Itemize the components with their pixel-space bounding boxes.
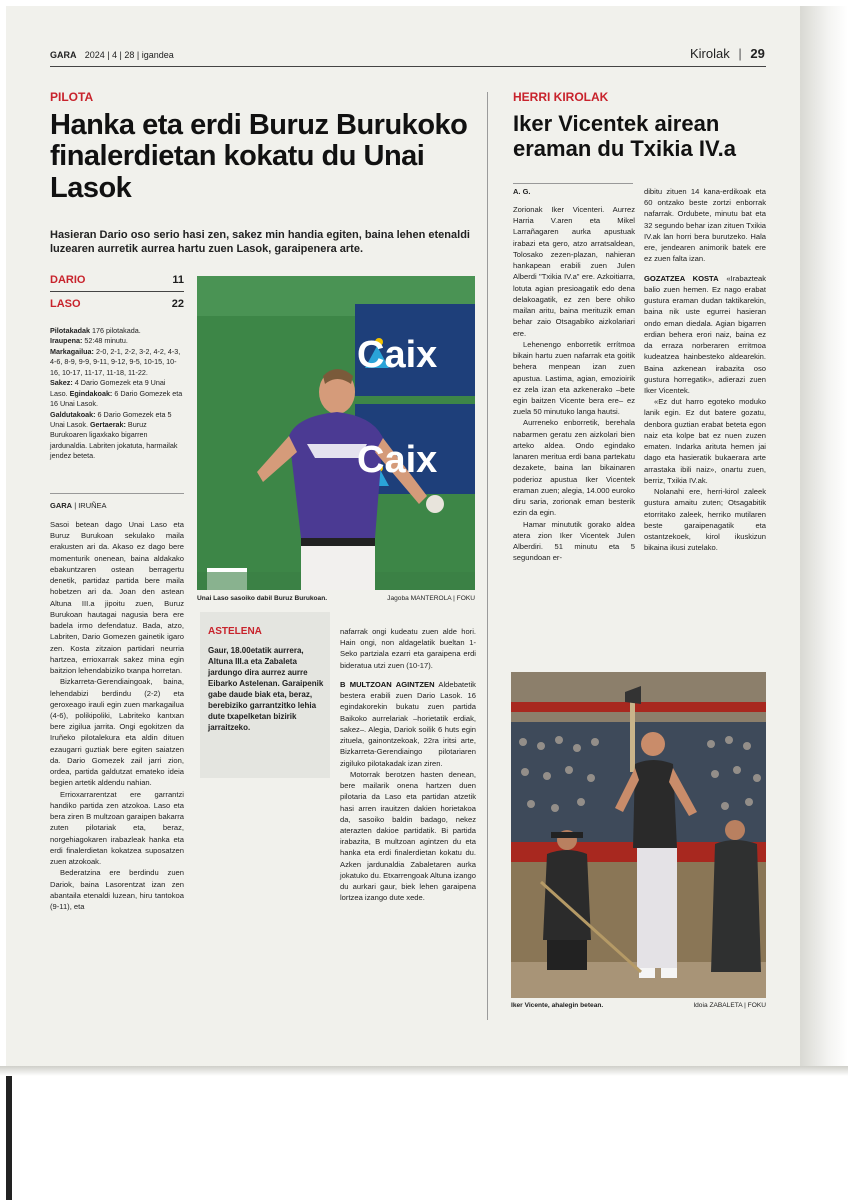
left-column-1 — [50, 519, 184, 912]
fact-item: Markagailua: 2-0, 2-1, 2-2, 3-2, 4-2, 4-3, 4-6, 8-9, 9-9, 9-11, 9-12, 9-5, 10-15, 10- 16, 10-17, 11-17, 11-18, 11-22. — [50, 346, 181, 377]
paragraph: Bizkarreta-Gerendiaingoak, baina, lehendabizi berdindu (2-2) eta geroxeago irauli egin zuen markagailua (4-6), polikipoliki, Labriteko kantxan bere zigilua jarrita. Ongi egokitzen da Iruñeko pilotalekura eta aldin dituen ezaugarri guztiak bere egiten saiatzen da. Dario Gomezek zail jarri zion, ordea, partida galdutzat emateko ideia begien artetik aldendu nahian. — [50, 677, 184, 788]
right-byline-rule — [513, 183, 633, 184]
scan-edge-shadow — [800, 6, 848, 1070]
aizkolari-photo — [511, 672, 766, 998]
section-subhead: GOZATZEA KOSTA — [644, 273, 719, 283]
pelota-photo-illustration — [197, 276, 475, 590]
left-kicker: PILOTA — [50, 90, 94, 104]
left-photo-caption — [197, 595, 475, 602]
team-points: 22 — [171, 298, 184, 310]
paragraph: Motorrak berotzen hasten denean, bere mailarik onena hartzen duen pilotaria da Laso eta partidan atzetik hasi arren irauitzen dakien horietakoa da, sasoiko baldin badago, nekez aterazten dakioe partidatik. Bi partida irabazita, B multzoan agintzen du eta hanka eta erdi finalerdietan kokatu du. Azken jardunaldia Zabaletaren aurka jokatuko du. Etxarrengoak Altuna izango du aurkari gaur, biek lehen garaipena lortzea izango dute xede. — [340, 769, 476, 903]
paragraph: Hamar minututik gorako aldea atera zion Iker Vicentek Julen Alberdiri. 51 minutu eta 5 segundoan er- — [513, 519, 635, 563]
match-facts — [50, 326, 184, 462]
team-points: 11 — [172, 274, 184, 286]
right-kicker: HERRI KIROLAK — [513, 90, 609, 104]
paragraph: «Irabazteak balio zuen hemen. Ez nago erabat gustura eraman dudan taktikarekin, baina nik uste egurrei hasieran ondo eman diedala. Agian bigarren erdian behera erori naiz, baina ez da erraza norberaren erritmoa kudeatzea hainbesteko aldearekin. Baina azkenean irabazita oso gustura horregatik», adierazi zuen Iker Vicentek. — [644, 273, 766, 395]
paragraph: Bederatzina ere berdindu zuen Dariok, baina Lasorentzat izan zen abantaila etenaldi luzean, hiru tantokoa (9-11), eta — [50, 868, 184, 911]
paragraph: Errioxarrarentzat ere garrantzi handiko partida zen atzokoa. Laso eta bera ziren B multzoan garaipen bakarra zuten pilotariak eta, beraz, norgehiagokaren irabazleak hanka eta erdi finalerdietan kokatzea suposatzen zuen atzokoak. — [50, 789, 184, 867]
astelena-sidebar — [200, 612, 330, 778]
score-row-laso — [50, 298, 184, 310]
sidebar-title: ASTELENA — [208, 626, 262, 637]
brand-name: GARA — [50, 50, 77, 60]
scan-bottom-shadow — [0, 1066, 848, 1076]
paragraph: dibitu zituen 14 kana-erdikoak eta 60 ontzako beste zortzi enborrak nafarrak. Ordubete, minutu bat eta 32 segundo behar izan zituen Txikia IV.ak lan horri bera burutzeko. Hala ere, jendearen animorik batek ere ez zuen falta izan. — [644, 187, 766, 264]
caption-text: Iker Vicente, ahalegin betean. — [511, 1002, 604, 1009]
right-column-2 — [644, 186, 766, 554]
sponsor-banner-text: Caix — [357, 334, 438, 376]
right-byline: A. G. — [513, 187, 531, 196]
section-name: Kirolak — [690, 46, 730, 61]
fact-item: Sakez: 4 Dario Gomezek eta 9 Unai Laso. Egindakoak: 6 Dario Gomezek eta 16 Unai Lasok. — [50, 378, 183, 409]
page-header-right: Kirolak | 29 — [690, 46, 765, 61]
page-number: 29 — [750, 46, 765, 61]
left-headline: Hanka eta erdi Buruz Burukoko finalerdietan kokatu du Unai Lasok — [50, 109, 468, 204]
fact-item: Iraupena: 52:48 minutu. — [50, 336, 128, 346]
paragraph: Zorionak Iker Vicenteri. Aurrez Harria V.aren eta Mikel Larrañagaren aurka apustuak irabazi eta gero, atzo arratsaldean, Tolosako zezen-plazan, nahieran hankapean erabili zuen Julen Alberdi "Txikia IV.a" ere. Azkoitiarra, lotuta agian presioagatik edo dena delakoagatik, ez zen bere ohiko mailan aritu, baina merituzik eman behar zaio Otsagabiko aizkolariari ere. — [513, 205, 635, 338]
pelota-photo — [197, 276, 475, 590]
byline-rule — [50, 493, 184, 494]
aizkolari-photo-illustration — [511, 672, 766, 998]
sponsor-banner-text: Caix — [357, 439, 438, 481]
left-lead: Hasieran Dario oso serio hasi zen, sakez min handia egiten, baina lehen etenaldi luzearen aurretik aurrea hartu zuen Lasok, garaipenera arte. — [50, 229, 470, 256]
paragraph: Aurreneko enborretik, berehala nabarmen geratu zen aizkolari bien arteko aldea. Ondo egindako lanaren meritua erdi bana partekatu dezakete, baina lan bikainaren poderioz apustua Iker Vicentek eraman zuen; alegia, 14.000 euroko diru saria, zorionak eman besterik ezin da egin. — [513, 418, 635, 518]
team-name: DARIO — [50, 274, 86, 286]
paragraph: Aldebatetik bestera erabili zuen Dario Lasok. 16 egindakorekin bukatu zuen partida Baikoko aurrelariak –horietatik erdiak, sakez–. Alegia, Dariok soilik 6 huts egin zituela, gainontzekoak, 22ra iritsi arte, Bizkarreta-Gerendiaingo pilotariaren zigiluko pilotakadak izan ziren. — [340, 679, 476, 768]
page-header-left — [50, 50, 174, 60]
caption-text: Unai Laso sasoiko dabil Buruz Burukoan. — [197, 595, 328, 602]
score-row-dario — [50, 274, 184, 286]
fact-item: Galdutakoak: 6 Dario Gomezek eta 5 Unai Lasok. Gertaerak: Buruz Burukoaren ligaxkako bigarren jardunaldia. Labriten jokatuta, harmailak jendez beteta. — [50, 409, 178, 461]
right-headline: Iker Vicentek airean eraman du Txikia IV.a — [513, 111, 736, 161]
score-divider — [50, 291, 184, 292]
paragraph: nafarrak ongi kudeatu zuen alde hori. Hain ongi, non aldagelatik bueltan 1-Seko partziala ezarri eta garaipena erdi bideratua utzi zuen (10-17). — [340, 627, 476, 670]
photo-credit: Jagoba MANTEROLA | FOKU — [387, 595, 475, 602]
issue-date: 2024 | 4 | 28 | igandea — [84, 50, 174, 60]
paragraph: Nolanahi ere, herri-kirol zaleek gustura amaitu zuten; Otsagabitik etorritako zaleek, herriko mutilaren beste garaipenagatik eta ostantzekoek, kirol ikuskizun bikaina ikusi zutelako. — [644, 487, 766, 553]
paragraph: Sasoi betean dago Unai Laso eta Buruz Burukoan sekulako maila erakusten ari da. Akaso ez dago bere momenturik onenean, baina aldakako ebakuntzaren ostean berragertu denetik, partidaz partida bere maila hobetzen ari da. Joan den astean Altuna III.a jipoitu zuen, Buruz Burukoan hautagai nagusia bera ere badela irmo defendatuz. Bada, atzo, Labriten, Dario Gomezen gainetik igaro zen. Kosta zitzaion partidari neurria hartzea, errioxarrak sakez mina egin baitzion lehendabiziko txanpa horretan. — [50, 520, 184, 676]
right-photo-caption — [511, 1002, 766, 1009]
left-byline: GARA | IRUÑEA — [50, 501, 107, 510]
scan-fold-line — [6, 1076, 12, 1200]
paragraph: «Ez dut harro egoteko moduko lanik egin. Ez dut batere gozatu, denbora guztian erabat beteta egon naiz eta kolpe bat ez nuen zuzen ematen. Indarka arituta hemen jai dago eta hasieratik bukaerara arte arrastaka ibili naiz», onartu zuen, berriz, Txikia IV.ak. — [644, 397, 766, 485]
sidebar-text: Gaur, 18.00etatik aurrera, Altuna III.a eta Zabaleta jardungo dira aurrez aurre Eibarko Astelenan. Garaipenik gabe daude biak eta, beraz, berebiziko garrantzitko lehia dute txapelketan bizirik jarraitzeko. — [208, 646, 324, 733]
section-subhead: B MULTZOAN AGINTZEN — [340, 679, 435, 689]
team-name: LASO — [50, 298, 81, 310]
left-column-3 — [340, 626, 476, 904]
photo-credit: Idoia ZABALETA | FOKU — [693, 1002, 766, 1009]
column-divider — [487, 92, 488, 1020]
right-column-1 — [513, 204, 635, 564]
paragraph: Lehenengo enborretik errítmoa bikain hartu zuen nafarrak eta goitik behera menpean izan zuen apustua. Lastima, agian, emozioirik ez zela izan eta azkenerako –bete egin baitzen Vicente bera ere– ez zuela 50 minutuko langa hautsi. — [513, 339, 635, 417]
header-rule — [50, 66, 766, 67]
score-box — [50, 274, 184, 310]
fact-item: Pilotakadak 176 pilotakada. — [50, 326, 141, 335]
